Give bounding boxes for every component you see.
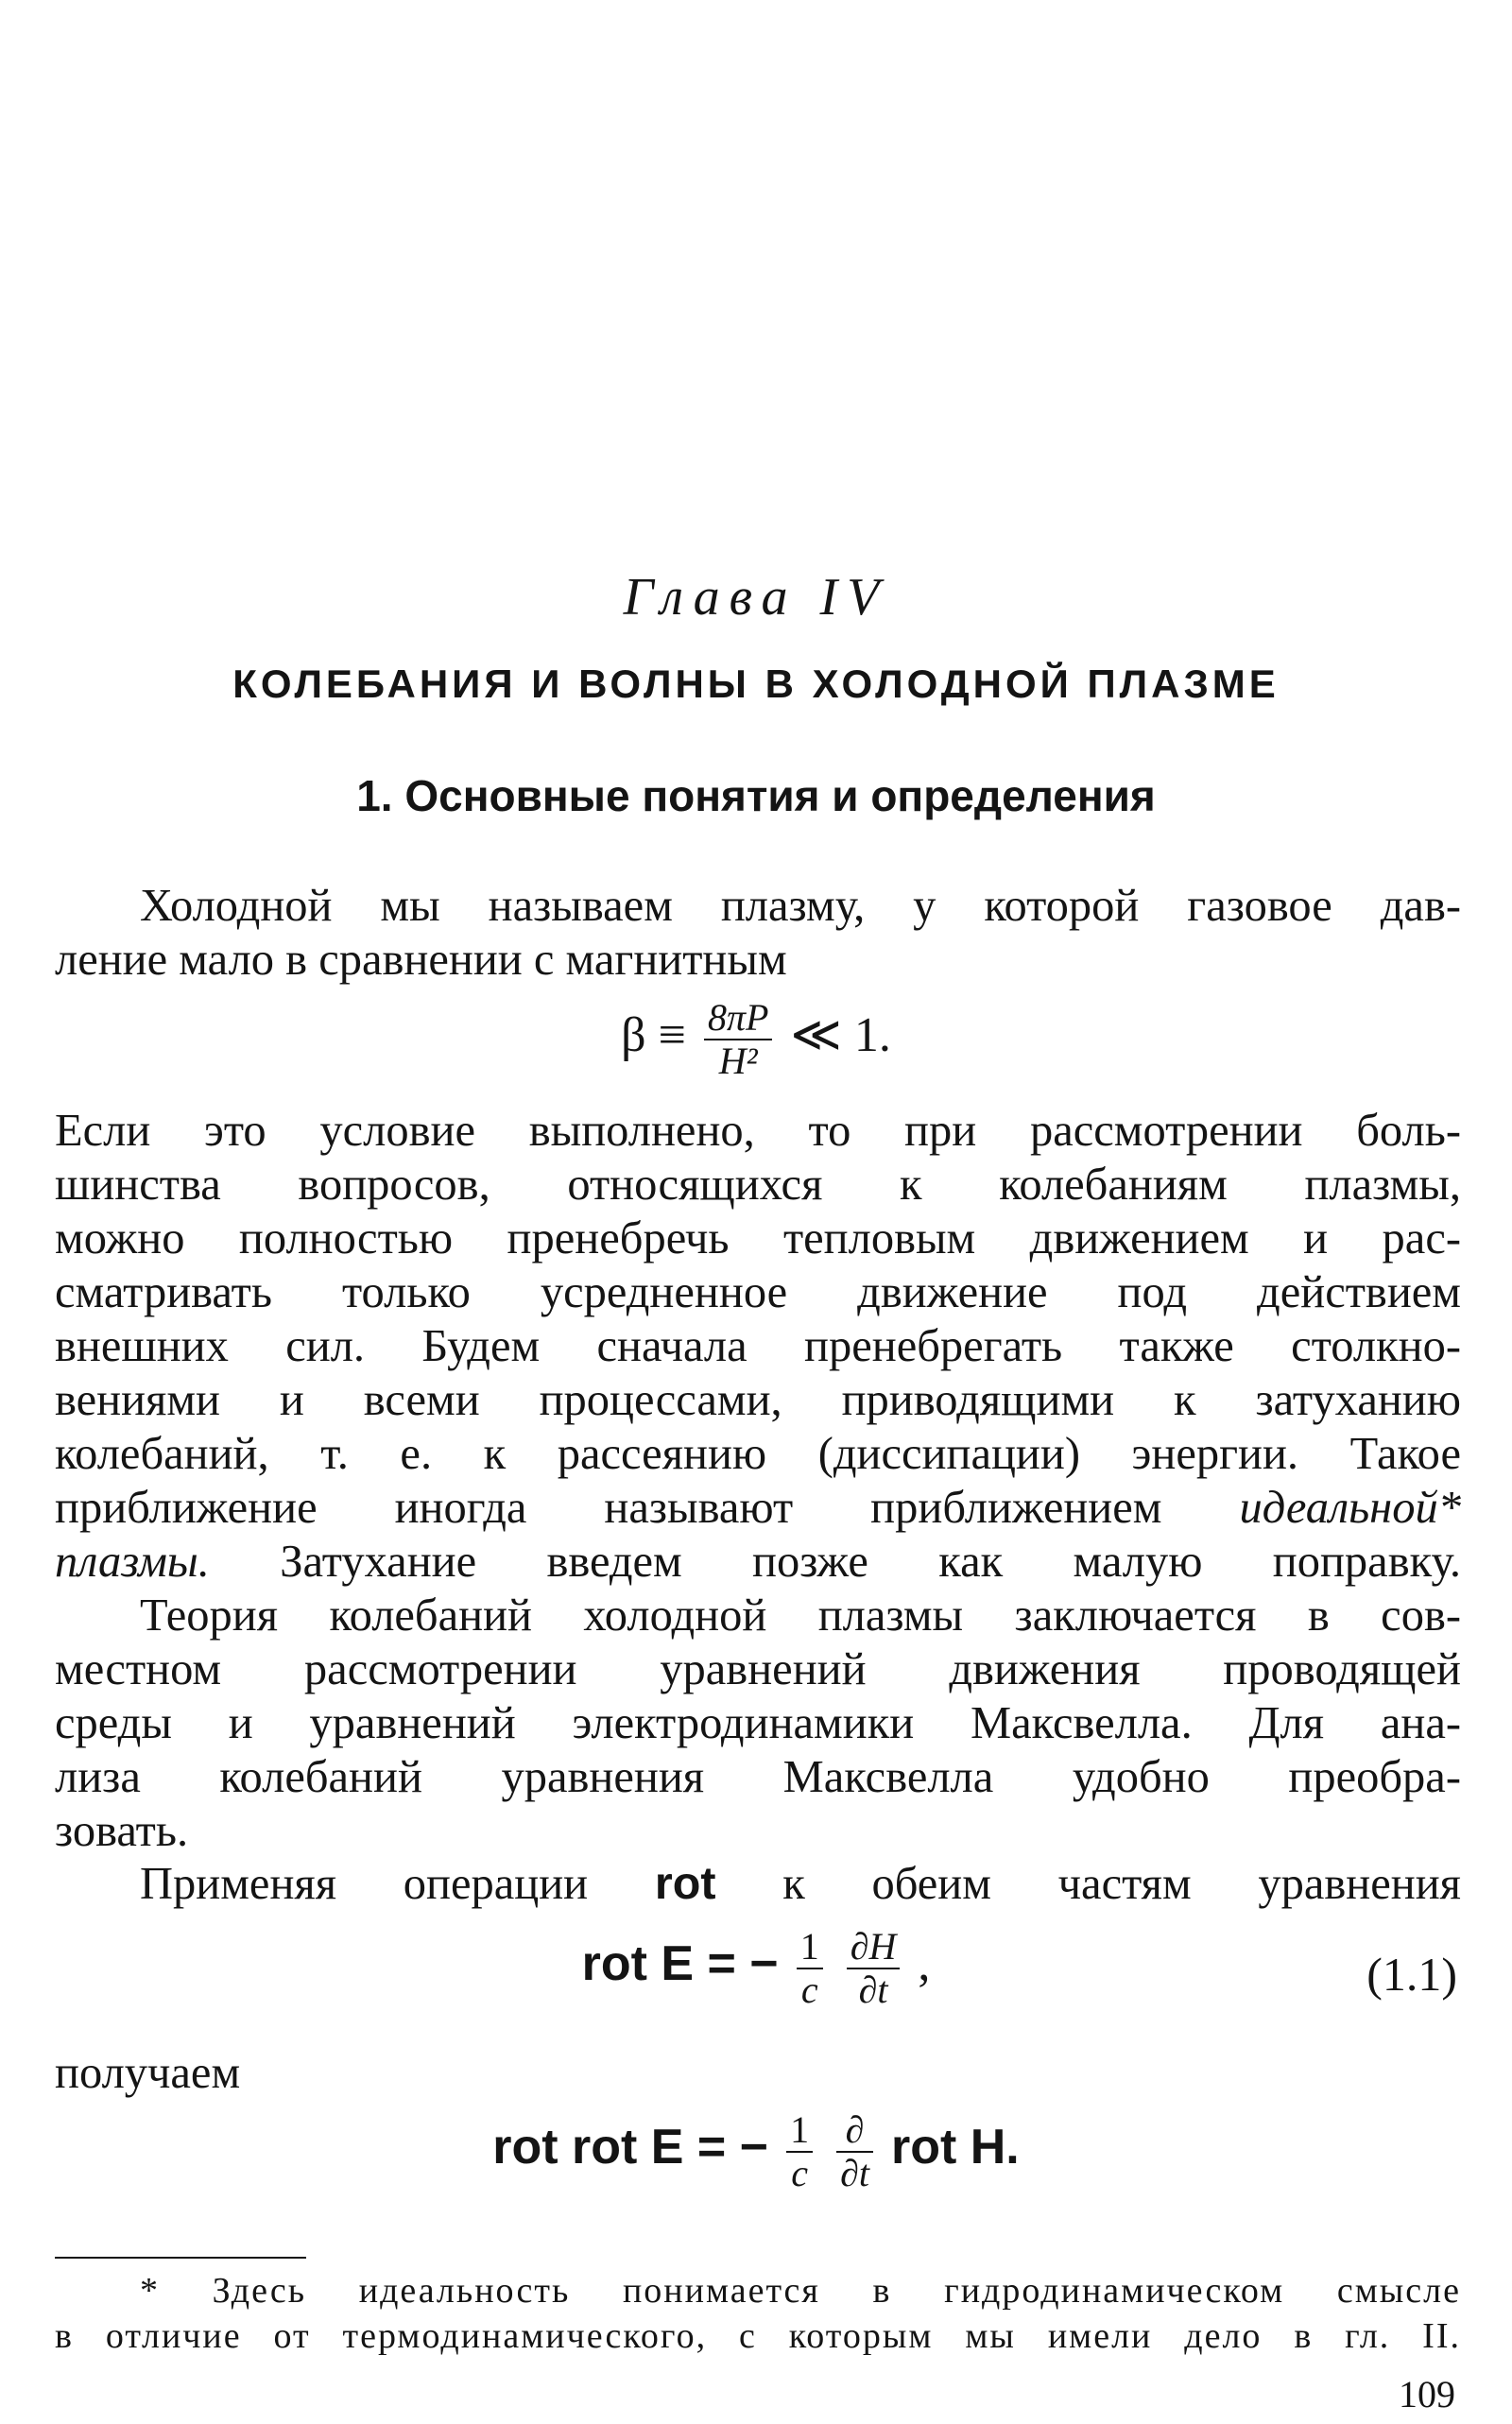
paragraph-2-line: сматривать только усредненное движение под действием (55, 1267, 1461, 1317)
formula-2-lhs: rot rot E = − (492, 2119, 769, 2175)
paragraph-3 (55, 1589, 1461, 1858)
paragraph-1 (55, 879, 1461, 987)
paragraph-2-line: Если это условие выполнено, то при рассмотрении боль- (55, 1106, 1461, 1156)
paragraph-2 (55, 1104, 1461, 1589)
formula-beta (0, 997, 1512, 1082)
paragraph-2-line-9-text: Затухание введем позже как малую поправку. (209, 1537, 1461, 1587)
paragraph-2-line: вениями и всеми процессами, приводящими к затуханию (55, 1375, 1461, 1425)
paragraph-2-line: колебаний, т. е. к рассеянию (диссипации) энергии. Такое (55, 1429, 1461, 1479)
paragraph-4-end: к обеим частям уравнения (715, 1859, 1461, 1909)
paragraph-4-line (55, 1857, 1461, 1911)
formula-2-fraction-1 (786, 2109, 813, 2194)
italic-term-ideal: идеальной* (1239, 1483, 1461, 1533)
rot-operator: rot (654, 1858, 716, 1909)
formula-1-1-frac2-numerator: ∂H (847, 1926, 901, 1969)
word-poluchaem: получаем (55, 2048, 241, 2098)
paragraph-3-line: лиза колебаний уравнения Максвелла удобно преобра- (55, 1752, 1461, 1802)
formula-1-1-tail: , (918, 1936, 931, 1991)
formula-2-frac2-numerator: ∂ (836, 2109, 873, 2153)
paragraph-3-line: зовать. (55, 1806, 189, 1856)
formula-1-1-lhs: rot E = − (581, 1935, 779, 1991)
paragraph-4 (55, 1857, 1461, 1911)
formula-beta-rhs: ≪ 1. (790, 1007, 891, 1062)
paragraph-4-start: Применяя операции (140, 1859, 655, 1909)
formula-beta-lhs: β ≡ (621, 1007, 686, 1062)
formula-2-tail: rot H. (890, 2119, 1020, 2175)
paragraph-2-line: можно полностью пренебречь тепловым движением и рас- (55, 1213, 1461, 1264)
footnote-line: * Здесь идеальность понимается в гидродинамическом смысле (140, 2271, 1461, 2311)
paragraph-5 (55, 2046, 1461, 2100)
formula-beta-denominator: H² (718, 1040, 758, 1082)
section-title: 1. Основные понятия и определения (356, 771, 1156, 820)
italic-term-plasma: плазмы. (55, 1537, 210, 1587)
formula-2-frac1-denominator: c (791, 2152, 808, 2194)
formula-1-1-fraction-2 (847, 1926, 901, 2011)
formula-1-1-frac1-numerator: 1 (797, 1926, 823, 1969)
formula-1-1-frac1-denominator: c (800, 1968, 818, 2011)
paragraph-1-line: Холодной мы называем плазму, у которой газовое дав- (140, 881, 1461, 931)
formula-2-fraction-2 (836, 2109, 873, 2194)
paragraph-3-line: среды и уравнений электродинамики Максвелла. Для ана- (55, 1698, 1461, 1748)
formula-2 (0, 2109, 1512, 2194)
paragraph-1-line: ление мало в сравнении с магнитным (55, 935, 787, 985)
formula-2-frac2-denominator: ∂t (840, 2152, 869, 2194)
footnote-divider (55, 2257, 306, 2259)
formula-beta-numerator: 8πP (704, 997, 772, 1040)
paragraph-2-line: шинства вопросов, относящихся к колебаниям плазмы, (55, 1160, 1461, 1210)
chapter-title: КОЛЕБАНИЯ И ВОЛНЫ В ХОЛОДНОЙ ПЛАЗМЕ (232, 662, 1280, 706)
footnote (55, 2268, 1461, 2359)
page-number: 109 (1399, 2373, 1455, 2415)
formula-1-1-frac2-denominator: ∂t (858, 1968, 888, 2011)
formula-1-1-fraction-1 (797, 1926, 823, 2011)
formula-1-1 (0, 1926, 1512, 2011)
formula-beta-fraction (704, 997, 772, 1082)
paragraph-2-line-8 (55, 1481, 1461, 1535)
chapter-label: Глава IV (623, 568, 889, 627)
paragraph-3-line: местном рассмотрении уравнений движения проводящей (55, 1644, 1461, 1694)
footnote-line: в отличие от термодинамического, с которым мы имели дело в гл. II. (55, 2316, 1461, 2356)
paragraph-2-line-9 (55, 1535, 1461, 1589)
paragraph-3-line: Теория колебаний холодной плазмы заключается в сов- (140, 1590, 1461, 1641)
equation-number: (1.1) (1366, 1948, 1457, 2001)
paragraph-2-line: внешних сил. Будем сначала пренебрегать также столкно- (55, 1321, 1461, 1371)
formula-2-frac1-numerator: 1 (786, 2109, 813, 2153)
paragraph-2-line-8-text: приближение иногда называют приближением (55, 1483, 1240, 1533)
